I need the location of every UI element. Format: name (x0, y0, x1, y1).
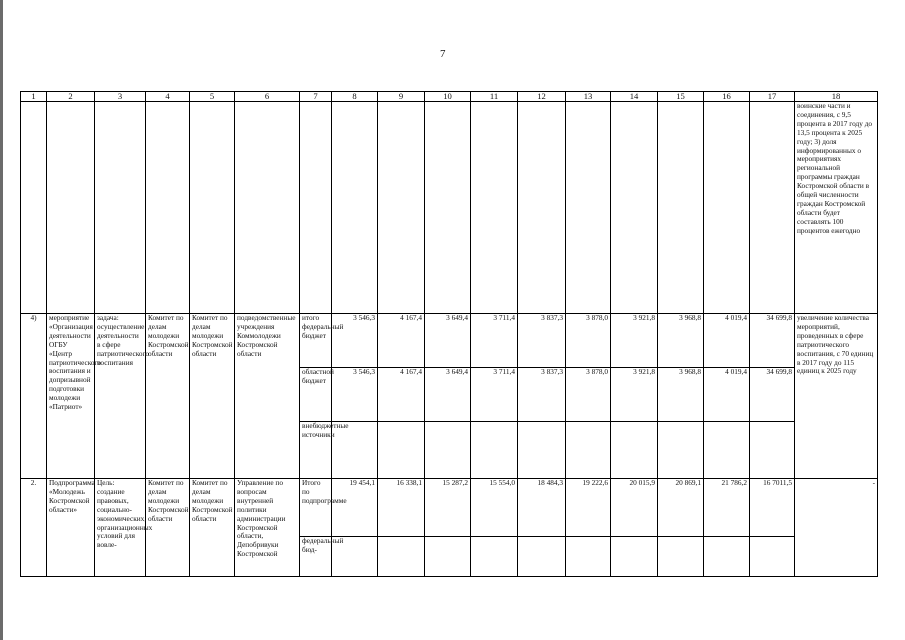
value-cell: 19 222,6 (566, 479, 611, 537)
table-row-subprogram-2 (21, 479, 878, 537)
value-cell (704, 537, 750, 577)
participants-cell: подведомственные учреждения Коммолодежи Костромской области (235, 314, 300, 479)
result-cell: увеличение количества мероприятий, проведенных в сфере патриотического воспитания, с 70 единиц в 2017 году до 115 единиц к 2025 году (795, 314, 878, 479)
value-cell (611, 422, 658, 479)
funding-source: итого федеральный бюджет (300, 314, 332, 368)
value-cell (658, 422, 704, 479)
table-cell (425, 102, 471, 314)
header-col: 13 (566, 92, 611, 102)
program-table (20, 91, 878, 577)
value-cell: 4 167,4 (378, 368, 425, 422)
header-col: 7 (300, 92, 332, 102)
subprogram-name: Подпрограмма «Молодежь Костромской области» (47, 479, 95, 577)
value-cell: 18 484,3 (518, 479, 566, 537)
value-cell: 3 921,8 (611, 314, 658, 368)
participants-cell: Управление по вопросам внутренней политики администрации Костромской области, Депобривуки Костромской (235, 479, 300, 577)
value-cell: 3 546,3 (332, 314, 378, 368)
header-col: 1 (21, 92, 47, 102)
header-row (21, 92, 878, 102)
funding-source: областной бюджет (300, 368, 332, 422)
value-cell (566, 537, 611, 577)
header-col: 5 (190, 92, 235, 102)
scan-left-edge (0, 0, 3, 640)
value-cell (332, 422, 378, 479)
value-cell (378, 422, 425, 479)
funding-source: внебюджетные источники (300, 422, 332, 479)
row-number: 2. (21, 479, 47, 577)
value-cell: 3 837,3 (518, 314, 566, 368)
value-cell (471, 422, 518, 479)
table-cell (518, 102, 566, 314)
result-cell: воинские части и соединения, с 9,5 процента в 2017 году до 13,5 процента к 2025 году; 3) доля информированных о мероприятиях региональной программы граждан Костромской области в общей численности граждан Костромской области будет составлять 100 процентов ежегодно (795, 102, 878, 314)
value-cell (750, 422, 795, 479)
goal-cell: Цель: создание правовых, социально-экономических, организационных условий для вовле- (95, 479, 146, 577)
value-cell: 19 454,1 (332, 479, 378, 537)
value-cell (471, 537, 518, 577)
header-col: 12 (518, 92, 566, 102)
executor-cell: Комитет по делам молодежи Костромской области (146, 479, 190, 577)
value-cell: 16 338,1 (378, 479, 425, 537)
value-cell: 15 554,0 (471, 479, 518, 537)
header-col: 16 (704, 92, 750, 102)
value-cell: 4 019,4 (704, 368, 750, 422)
value-cell: 20 869,1 (658, 479, 704, 537)
funding-source: федеральный бюд- (300, 537, 332, 577)
table-cell (471, 102, 518, 314)
table-cell (146, 102, 190, 314)
value-cell: 3 649,4 (425, 368, 471, 422)
value-cell: 15 287,2 (425, 479, 471, 537)
table-cell (704, 102, 750, 314)
header-col: 18 (795, 92, 878, 102)
value-cell: 3 837,3 (518, 368, 566, 422)
value-cell: 4 167,4 (378, 314, 425, 368)
task-cell: задача: осуществление деятельности в сфере патриотического воспитания (95, 314, 146, 479)
row-number: 4) (21, 314, 47, 479)
header-col: 6 (235, 92, 300, 102)
value-cell (704, 422, 750, 479)
table-row-continued (21, 102, 878, 314)
value-cell (425, 537, 471, 577)
table-cell (47, 102, 95, 314)
value-cell: 20 015,9 (611, 479, 658, 537)
value-cell (611, 537, 658, 577)
value-cell: 34 699,8 (750, 314, 795, 368)
table-cell (300, 102, 332, 314)
value-cell: 3 878,0 (566, 368, 611, 422)
header-col: 9 (378, 92, 425, 102)
funding-source: Итого по подпрограмме (300, 479, 332, 537)
value-cell: 3 711,4 (471, 314, 518, 368)
value-cell (750, 537, 795, 577)
header-col: 14 (611, 92, 658, 102)
coexecutor-cell: Комитет по делам молодежи Костромской области (190, 479, 235, 577)
value-cell (378, 537, 425, 577)
table-cell (611, 102, 658, 314)
header-col: 8 (332, 92, 378, 102)
value-cell (518, 537, 566, 577)
coexecutor-cell: Комитет по делам молодежи Костромской области (190, 314, 235, 479)
table-cell (21, 102, 47, 314)
table-cell (332, 102, 378, 314)
page-number: 7 (440, 48, 446, 60)
value-cell: 3 921,8 (611, 368, 658, 422)
result-cell: - (795, 479, 878, 577)
value-cell: 3 968,8 (658, 368, 704, 422)
value-cell (425, 422, 471, 479)
value-cell: 16 7011,5 (750, 479, 795, 537)
value-cell: 3 546,3 (332, 368, 378, 422)
value-cell (566, 422, 611, 479)
header-col: 2 (47, 92, 95, 102)
value-cell: 3 649,4 (425, 314, 471, 368)
table-cell (95, 102, 146, 314)
value-cell (658, 537, 704, 577)
table-cell (378, 102, 425, 314)
value-cell (518, 422, 566, 479)
table-cell (750, 102, 795, 314)
table-cell (235, 102, 300, 314)
value-cell: 3 878,0 (566, 314, 611, 368)
table-cell (190, 102, 235, 314)
header-col: 10 (425, 92, 471, 102)
header-col: 15 (658, 92, 704, 102)
measure-name: мероприятие «Организация деятельности ОГБУ «Центр патриотического воспитания и допризывной подготовки молодежи «Патриот» (47, 314, 95, 479)
value-cell: 21 786,2 (704, 479, 750, 537)
table-row-measure-4 (21, 314, 878, 368)
value-cell: 3 711,4 (471, 368, 518, 422)
value-cell: 34 699,8 (750, 368, 795, 422)
value-cell: 4 019,4 (704, 314, 750, 368)
table-cell (658, 102, 704, 314)
header-col: 4 (146, 92, 190, 102)
header-col: 11 (471, 92, 518, 102)
header-col: 3 (95, 92, 146, 102)
header-col: 17 (750, 92, 795, 102)
table-cell (566, 102, 611, 314)
value-cell: 3 968,8 (658, 314, 704, 368)
executor-cell: Комитет по делам молодежи Костромской области (146, 314, 190, 479)
